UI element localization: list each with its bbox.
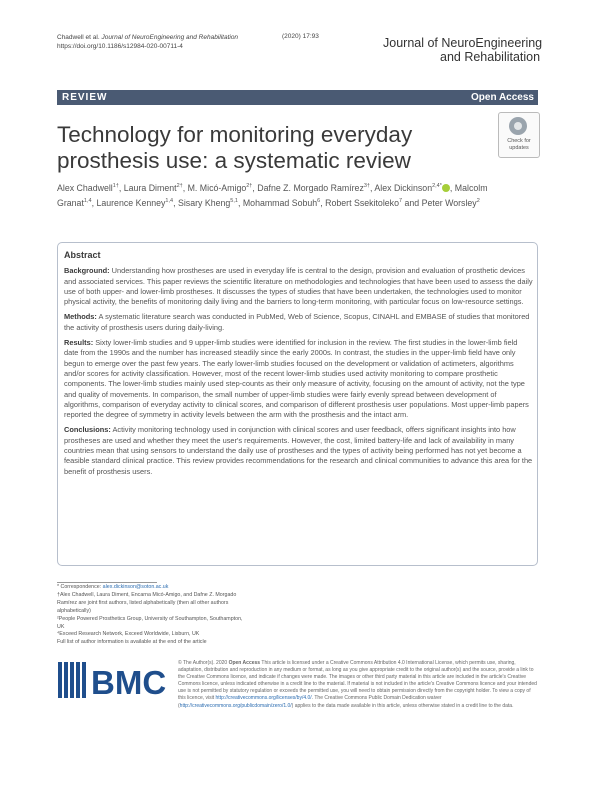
author[interactable]: Alex Chadwell$^{1\dagger}$ xyxy=(57,182,119,193)
license-link[interactable]: http://creativecommons.org/licenses/by/4.0/ xyxy=(215,695,312,702)
equal-contribution-note: †Alex Chadwell, Laura Diment, Encarna Micó-Amigo, and Dafne Z. Morgado Ramírez are joint first authors, listed alphabetically (then all other authors alphabetically) xyxy=(57,591,237,614)
article-type-banner xyxy=(57,90,538,105)
author[interactable]: Alex Dickinson$^{2,4*}$ xyxy=(374,182,442,193)
bmc-logo xyxy=(58,658,168,707)
author[interactable]: Dafne Z. Morgado Ramírez$^{3\dagger}$ xyxy=(257,182,370,193)
svg-text:BMC: BMC xyxy=(91,664,167,701)
affiliation-2: ²People Powered Prosthetics Group, University of Southampton, Southampton, UK xyxy=(57,615,243,630)
journal-logo: Journal of NeuroEngineering and Rehabilitation xyxy=(383,36,543,64)
author[interactable]: Robert Ssekitoleko$^7$ xyxy=(325,198,403,209)
author[interactable]: M. Micó-Amigo$^{2\dagger}$ xyxy=(187,182,253,193)
running-header xyxy=(57,33,238,51)
article-title: Technology for monitoring everyday prosthesis use: a systematic review xyxy=(57,122,413,173)
author[interactable]: Peter Worsley$^2$ xyxy=(421,198,480,209)
footnote-divider xyxy=(57,582,157,583)
author-list: Alex Chadwell$^{1\dagger}$, Laura Diment$^{2\dagger}$, M. Micó-Amigo$^{2\dagger}$, Dafne Z. Morgado Ramírez$^{3\dagger}$, Alex Dickinson$^{2,4*}$ , Malcolm Granat$^{1,4}$, Laurence Kenney$^{1,4}$, Sisary Kheng$^{5,1}$, Mohammad Sobuh$^6$, Robert Ssekitoleko$^7$ and Peter Worsley$^2$ xyxy=(57,182,488,209)
header-year-volume: (2020) 17:93 xyxy=(282,33,319,40)
abstract-heading: Abstract xyxy=(64,250,101,260)
header-authors: Chadwell et al. xyxy=(57,34,100,41)
author[interactable]: Mohammad Sobuh$^6$ xyxy=(242,198,321,209)
public-domain-link[interactable]: http://creativecommons.org/publicdomain/zero/1.0/ xyxy=(179,702,292,709)
bmc-logo-icon xyxy=(58,658,168,702)
abstract-results: Results: Sixty lower-limb studies and 9 upper-limb studies were identified for inclusion in the review. The first studies in the lower-limb field date from the 1990s and the number has increased steadily since the early 2000s. In contrast, the studies in the upper-limb field have only begun to emerge over the past few years. The early lower-limb studies focused on the development or validation of actimeters, algorithms and/or scores for activity classification. However, most of the recent lower-limb studies used activity monitoring to compare prosthetic components. The lower-limb studies mainly used step-counts as their only measure of activity, focusing on the amount of activity, not the type and quality of movements. In comparison, the small number of upper-limb studies were fairly evenly spread between development of algorithms, comparison of everyday activity to clinical scores, and comparison of different prosthesis user populations. Most upper-limb papers reported the degree of symmetry in activity levels between the arm with the prosthesis and the intact arm. xyxy=(64,338,529,420)
affiliation-4: ⁴Exceed Research Network, Exceed Worldwide, Lisburn, UK xyxy=(57,631,200,638)
correspondence-email[interactable]: alex.dickinson@soton.ac.uk xyxy=(102,584,169,590)
review-label: REVIEW xyxy=(62,91,108,103)
author[interactable]: Malcolm Granat$^{1,4}$ xyxy=(57,182,488,209)
doi-link[interactable]: https://doi.org/10.1186/s12984-020-00711-4 xyxy=(57,43,183,50)
abstract-box xyxy=(57,242,538,566)
author[interactable]: Sisary Kheng$^{5,1}$ xyxy=(177,198,238,209)
footnotes: * Correspondence: alex.dickinson@soton.ac.uk †Alex Chadwell, Laura Diment, Encarna Micó-Amigo, and Dafne Z. Morgado Ramírez are joint first authors, listed alphabetically (then all other authors alphabetically) ²People Powered Prosthetics Group, University of Southampton, Southampton, UK ⁴Exceed Research Network, Exceed Worldwide, Lisburn, UK Full list of author information is available at the end of the article xyxy=(57,582,245,647)
header-journal: Journal of NeuroEngineering and Rehabilitation xyxy=(101,34,239,41)
abstract-conclusions: Conclusions: Activity monitoring technology used in conjunction with clinical scores and user feedback, offers significant insights into how prostheses are used and whether they meet the user's requirements. However, the cost, limited battery-life and lack of availability in many countries mean that using sensors to understand the daily use of prostheses and the types of activity being performed has not yet become a feasible standard clinical practice. This review provides recommendations for the research and clinical communities to advance this area for the benefit of prosthesis users. xyxy=(64,425,533,476)
check-for-updates-button[interactable]: Check for updates xyxy=(498,112,540,158)
abstract-background: Background: Understanding how prostheses are used in everyday life is central to the design, provision and evaluation of prosthetic devices and associated services. This paper reviews the scientific literature on methodologies and technologies that have been used to assess the daily use of both upper- and lower-limb prostheses. It discusses the types of studies that have been undertaken, the technologies used to monitor physical activity, the benefits of monitoring daily living and the barriers to long-term monitoring, with particular focus on low-resource settings. xyxy=(64,266,533,307)
author[interactable]: Laurence Kenney$^{1,4}$ xyxy=(96,198,174,209)
license-statement: © The Author(s). 2020 Open Access This article is licensed under a Creative Commons Attribution 4.0 International License, which permits use, sharing, adaptation, distribution and reproduction in any medium or format, as long as you give appropriate credit to the original author(s) and the source, provide a link to the Creative Commons licence, and indicate if changes were made. The images or other third party material in this article are included in the article's Creative Commons licence, unless indicated otherwise in a credit line to the material. If material is not included in the article's Creative Commons licence and your intended use is not permitted by statutory regulation or exceeds the permitted use, you will need to obtain permission directly from the copyright holder. To view a copy of this licence, visit http://creativecommons.org/licenses/by/4.0/. The Creative Commons Public Domain Dedication waiver (http://creativecommons.org/publicdomain/zero/1.0/) applies to the data made available in this article, unless otherwise stated in a credit line to the data. xyxy=(178,660,537,709)
abstract-methods: Methods: A systematic literature search was conducted in PubMed, Web of Science, Scopus, CINAHL and EMBASE of studies that monitored the activity of prosthesis users during daily-living. xyxy=(64,312,530,332)
orcid-icon[interactable] xyxy=(442,184,450,192)
check-updates-icon xyxy=(509,117,527,135)
author[interactable]: Laura Diment$^{2\dagger}$ xyxy=(123,182,183,193)
open-access-label: Open Access xyxy=(471,91,534,103)
author-info-note: Full list of author information is available at the end of the article xyxy=(57,639,207,646)
